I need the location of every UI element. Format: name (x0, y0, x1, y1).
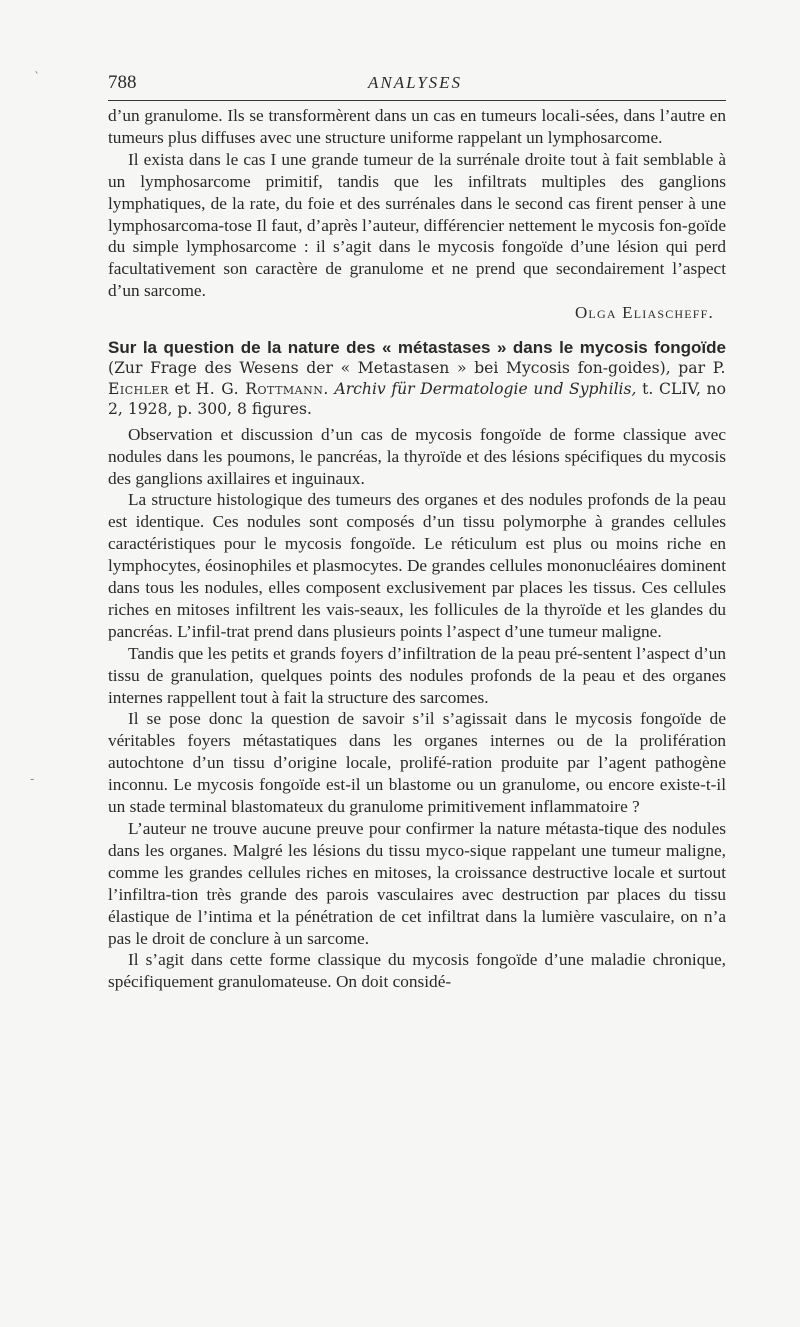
page-header (108, 64, 726, 101)
author-1: P. Eichler (108, 359, 726, 398)
second-article-body (108, 424, 726, 994)
page-number: 788 (108, 72, 137, 93)
author-2: H. G. Rottmann. (195, 379, 329, 398)
margin-mark: ` (34, 70, 40, 84)
article-heading-block (108, 338, 726, 420)
paragraph: Tandis que les petits et grands foyers d’infiltration de la peau pré-sentent l’aspect d’un tissu de granulation, quelques points des nodules profonds de la peau et des organes internes rappellent tout à fait la structure des sarcomes. (108, 643, 726, 707)
paragraph: Observation et discussion d’un cas de mycosis fongoïde de forme classique avec nodules dans les poumons, le pancréas, la thyroïde et des lésions spécifiques du mycosis des ganglions axillaires et inguinaux. (108, 424, 726, 488)
paragraph: Il exista dans le cas I une grande tumeur de la surrénale droite tout à fait semblable à un lymphosarcome primitif, tandis que les infiltrats multiples des ganglions lymphatiques, de la rate, du foie et des surrénales dans le second cas firent penser à une lymphosarcoma-tose Il faut, d’après l’auteur, différencier nettement le mycosis fon-goïde du simple lymphosarcome : il s’agit dans le mycosis fongoïde d’une lésion qui perd facultativement son caractère de granulome et ne prend que secondairement l’aspect d’un sarcome. (108, 149, 726, 301)
paragraph: L’auteur ne trouve aucune preuve pour confirmer la nature métasta-tique des nodules dans les organes. Malgré les lésions du tissu myco-sique rappelant une tumeur maligne, comme les grandes cellules riches en mitoses, la croissance destructive locale et surtout l’infiltra-tion très grande des parois vasculaires avec destruction par places du tissu élastique de l’intima et la pénétration de cet infiltrat dans la lumière vasculaire, on n’a pas le droit de conclure à un sarcome. (108, 819, 726, 948)
running-title: ANALYSES (368, 73, 463, 92)
reference-details: t. CLIV, no 2, 1928, p. 300, 8 figures. (108, 379, 726, 419)
first-article (108, 105, 726, 324)
author-signature: Olga Eliascheff. (574, 303, 714, 323)
journal-name: Archiv für Dermatologie und Syphilis, (334, 379, 637, 398)
paragraph: Il se pose donc la question de savoir s’il s’agissait dans le mycosis fongoïde de véritables foyers métastatiques dans les organes internes ou de la prolifération autochtone d’un tissu d’origine locale, prolifé-ration produite par l’agent pathogène inconnu. Le mycosis fongoïde est-il un blastome ou un granulome, ou encore existe-t-il un stade terminal blastomateux du granulome primitivement inflammatoire ? (108, 709, 726, 817)
margin-mark: - (30, 772, 35, 786)
paragraph: La structure histologique des tumeurs des organes et des nodules profonds de la peau est identique. Ces nodules sont composés d’un tissu polymorphe à grandes cellules caractéristiques pour le mycosis fongoïde. Le réticulum est plus ou moins riche en lymphocytes, éosinophiles et plasmocytes. De grandes cellules mononucléaires dominent dans tous les nodules, elles composent exclusivement par places les tissus. Ces cellules riches en mitoses infiltrent les vais-seaux, les follicules de la thyroïde et les glandes du pancréas. L’infil-trat prend dans plusieurs points l’aspect d’une tumeur maligne. (108, 490, 726, 641)
paragraph: d’un granulome. Ils se transformèrent dans un cas en tumeurs locali-sées, dans l’autre en tumeurs plus diffuses avec une structure uniforme rappelant un lymphosarcome. (108, 106, 726, 147)
original-title: (Zur Frage des Wesens der « Metastasen » bei Mycosis fon-goides), par (108, 359, 706, 378)
and-word: et (174, 379, 190, 398)
paragraph: Il s’agit dans cette forme classique du mycosis fongoïde d’une maladie chronique, spécifiquement granulomateuse. On doit considé- (108, 950, 726, 992)
article-heading: Sur la question de la nature des « métastases » dans le mycosis fongoïde (108, 338, 726, 358)
page (108, 64, 726, 993)
